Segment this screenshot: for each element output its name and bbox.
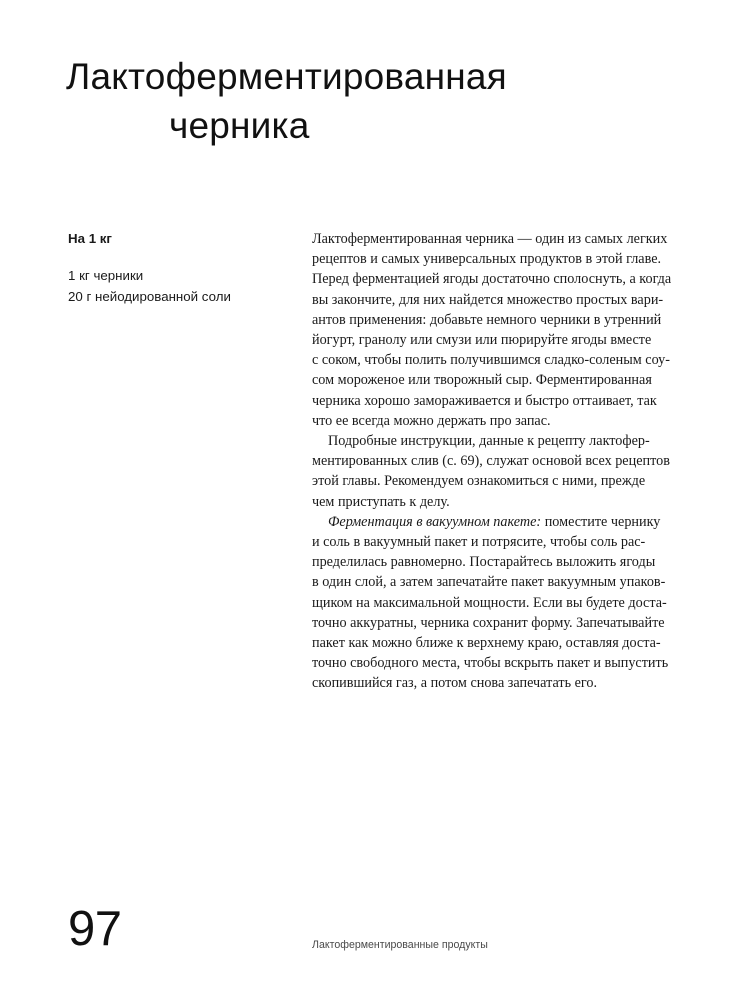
text-line: пакет как можно ближе к верхнему краю, оставляя доста- xyxy=(312,635,661,652)
title-line-2: черника xyxy=(169,105,310,146)
ingredient-list xyxy=(68,265,288,307)
text-fragment: поместите чернику xyxy=(541,513,661,530)
text-line: Подробные инструкции, данные к рецепту лактофер- xyxy=(328,433,650,450)
text-line: пределилась равномерно. Постарайтесь выложить ягоды xyxy=(312,554,656,571)
recipe-yield: На 1 кг xyxy=(68,231,112,246)
ingredient-item: 1 кг черники xyxy=(68,268,144,283)
paragraph-vacuum-method xyxy=(312,512,712,694)
ingredient-item: 20 г нейодированной соли xyxy=(68,289,231,304)
text-line: щиком на максимальной мощности. Если вы будете доста- xyxy=(312,594,667,611)
text-line: сом мороженое или творожный сыр. Ферментированная xyxy=(312,372,652,389)
text-line: скопившийся газ, а потом снова запечатать его. xyxy=(312,675,598,692)
text-line: рецептов и самых универсальных продуктов в этой главе. xyxy=(312,251,662,268)
paragraph-intro xyxy=(312,229,712,431)
text-line: с соком, чтобы полить получившимся сладко-соленым соу- xyxy=(312,352,670,369)
text-line: точно аккуратны, черника сохранит форму. Запечатывайте xyxy=(312,614,665,631)
text-line: вы закончите, для них найдется множество простых вари- xyxy=(312,291,664,308)
text-line xyxy=(312,512,712,532)
page-title xyxy=(66,52,666,150)
text-line: йогурт, гранолу или смузи или пюрируйте ягоды вместе xyxy=(312,332,652,349)
paragraph-instructions xyxy=(312,431,712,512)
title-line-1: Лактоферментированная xyxy=(66,56,507,97)
text-line: чем приступать к делу. xyxy=(312,493,450,510)
recipe-description xyxy=(312,229,712,694)
text-line: и соль в вакуумный пакет и потрясите, чтобы соль рас- xyxy=(312,534,646,551)
method-heading: Ферментация в вакуумном пакете: xyxy=(328,513,542,530)
running-footer: Лактоферментированные продукты xyxy=(312,939,488,951)
ingredients-panel xyxy=(68,229,288,307)
text-line: антов применения: добавьте немного черники в утренний xyxy=(312,311,662,328)
text-line: этой главы. Рекомендуем ознакомиться с ними, прежде xyxy=(312,473,646,490)
text-line: точно свободного места, чтобы вскрыть пакет и выпустить xyxy=(312,655,669,672)
text-line: в один слой, а затем запечатайте пакет вакуумным упаков- xyxy=(312,574,666,591)
text-line: ментированных слив (с. 69), служат основой всех рецептов xyxy=(312,453,670,470)
page-number: 97 xyxy=(68,902,122,956)
text-line: Лактоферментированная черника — один из самых легких xyxy=(312,231,668,247)
text-line: Перед ферментацией ягоды достаточно сполоснуть, а когда xyxy=(312,271,672,288)
text-line: что ее всегда можно держать про запас. xyxy=(312,412,551,429)
text-line: черника хорошо замораживается и быстро оттаивает, так xyxy=(312,392,657,409)
